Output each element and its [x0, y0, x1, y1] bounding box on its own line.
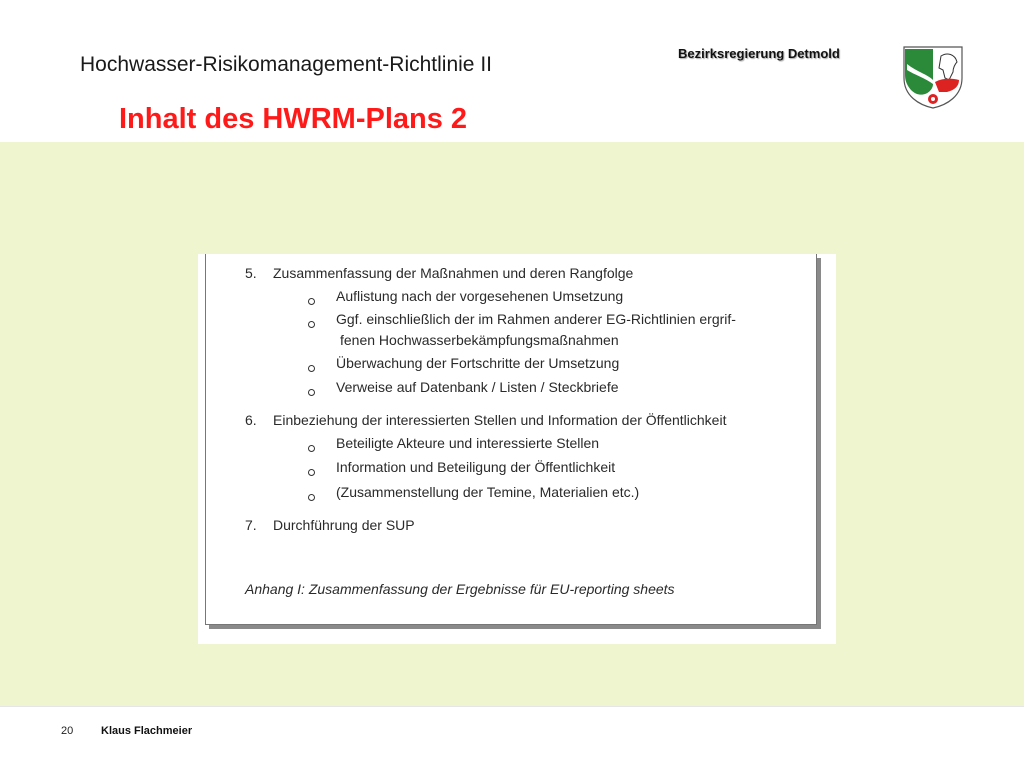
annex-note: Anhang I: Zusammenfassung der Ergebnisse für EU-reporting sheets — [245, 581, 675, 597]
bullet-text: Auflistung nach der vorgesehenen Umsetzung — [336, 288, 624, 304]
item-text: Zusammenfassung der Maßnahmen und deren Rangfolge — [273, 265, 634, 281]
bullet-circle-icon — [308, 298, 315, 305]
bullet-circle-icon — [308, 445, 315, 452]
bullet-text: Verweise auf Datenbank / Listen / Steckbriefe — [336, 379, 619, 395]
author-name: Klaus Flachmeier — [101, 725, 193, 737]
bullet-continuation: fenen Hochwasserbekämpfungsmaßnahmen — [340, 332, 619, 348]
document-page — [205, 254, 817, 625]
bullet-text: Information und Beteiligung der Öffentlichkeit — [336, 459, 616, 475]
list-item — [245, 265, 633, 281]
document-excerpt — [198, 254, 836, 644]
list-item — [245, 412, 726, 428]
organization-name: Bezirksregierung Detmold — [678, 46, 840, 61]
slide-subtitle: Inhalt des HWRM-Plans 2 — [119, 103, 468, 135]
item-text: Einbeziehung der interessierten Stellen und Information der Öffentlichkeit — [273, 412, 727, 428]
bullet-text: Ggf. einschließlich der im Rahmen anderer EG-Richtlinien ergrif- — [336, 311, 736, 327]
bullet-text: Beteiligte Akteure und interessierte Stellen — [336, 435, 600, 451]
item-number: 6. — [245, 412, 257, 428]
bullet-circle-icon — [308, 365, 315, 372]
bullet-circle-icon — [308, 469, 315, 476]
item-number: 5. — [245, 265, 257, 281]
list-item — [245, 517, 415, 533]
footer-divider — [0, 706, 1024, 707]
bullet-circle-icon — [308, 494, 315, 501]
bullet-circle-icon — [308, 321, 315, 328]
bullet-text: (Zusammenstellung der Temine, Materialien etc.) — [336, 484, 640, 500]
header-title: Hochwasser-Risikomanagement-Richtlinie II — [80, 53, 492, 76]
bullet-text: Überwachung der Fortschritte der Umsetzung — [336, 355, 620, 371]
item-text: Durchführung der SUP — [273, 517, 415, 533]
bullet-circle-icon — [308, 389, 315, 396]
item-number: 7. — [245, 517, 257, 533]
nrw-coat-of-arms-icon — [901, 44, 965, 110]
page-number: 20 — [61, 725, 74, 737]
